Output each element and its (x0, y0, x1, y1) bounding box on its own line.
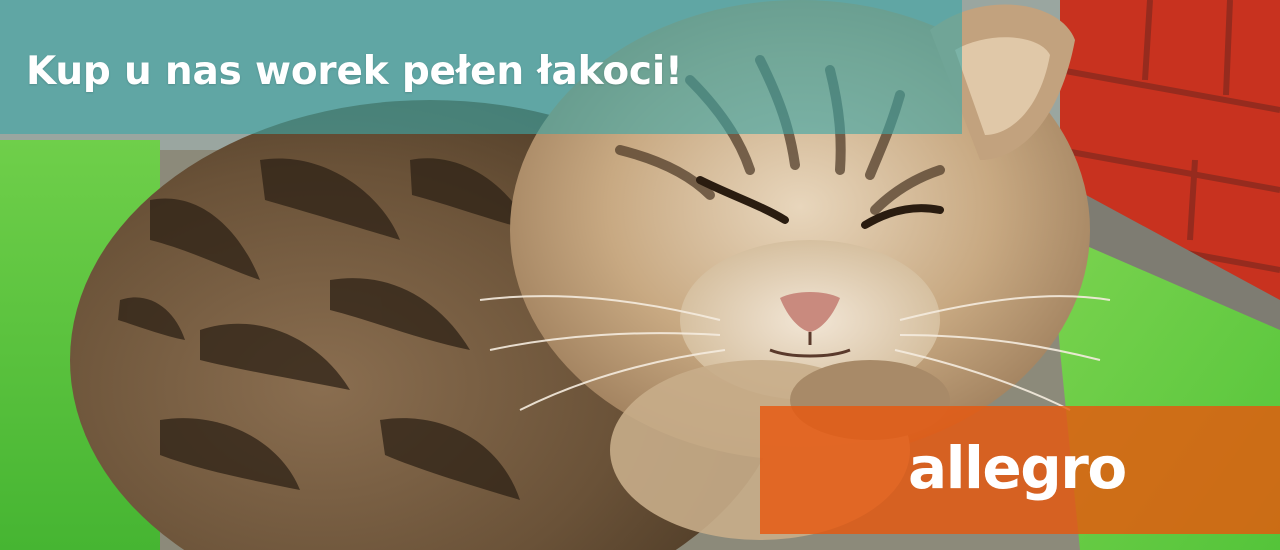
logo-band (760, 406, 1280, 534)
allegro-logo[interactable]: allegro (908, 434, 1126, 502)
headline-band (0, 0, 962, 134)
headline: Kup u nas worek pełen łakoci! (26, 49, 683, 94)
